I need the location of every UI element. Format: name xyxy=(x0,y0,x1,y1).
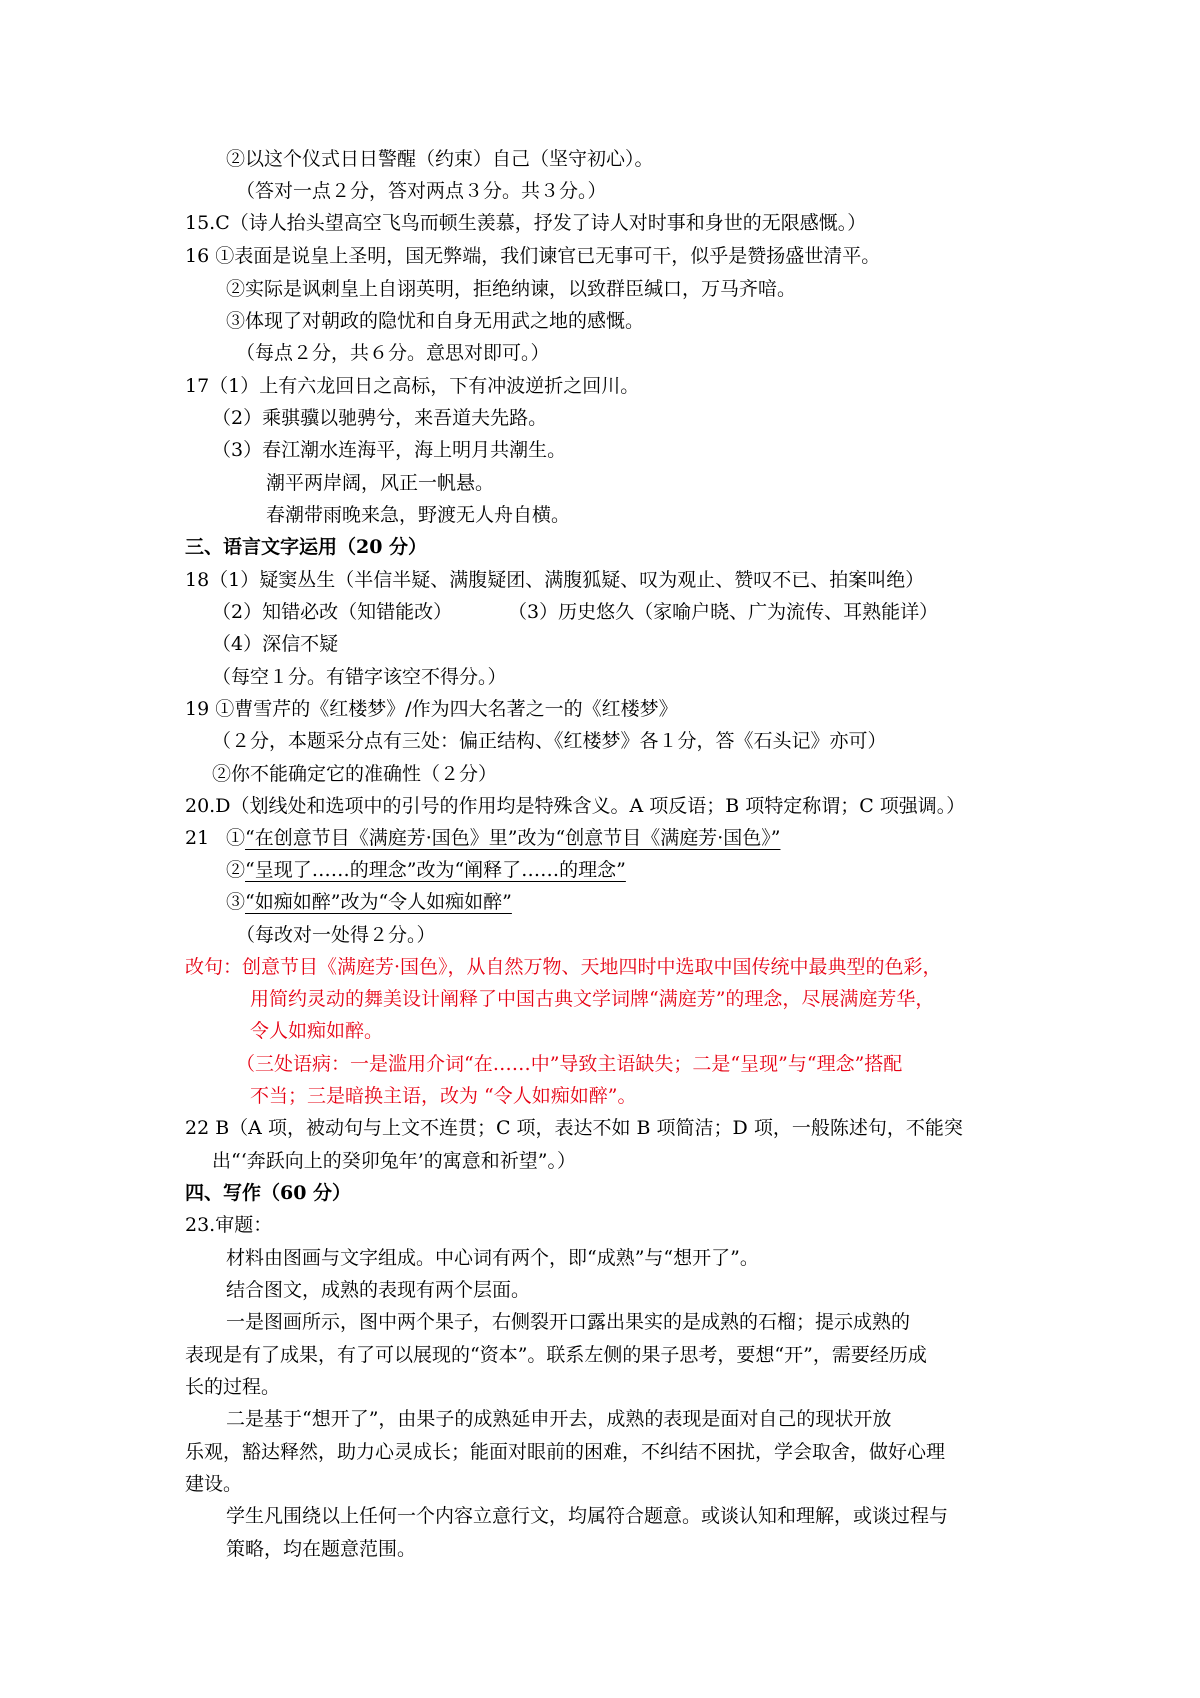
q23-paragraph-4-line-3: 建设。 xyxy=(185,1473,243,1495)
q21-scoring-note: （每改对一处得２分。） xyxy=(236,924,436,946)
q19-point-2: ②你不能确定它的准确性（２分） xyxy=(212,763,498,785)
q21-fix-3-text: “如痴如醉”改为“令人如痴如醉” xyxy=(245,891,512,913)
q23-paragraph-4-line-2: 乐观，豁达释然，助力心灵成长；能面对眼前的困难，不纠结不困扰，学会取舍，做好心理 xyxy=(185,1441,946,1463)
q21-revised-line-2: 用简约灵动的舞美设计阐释了中国古典文学词牌“满庭芳”的理念，尽展满庭芳华， xyxy=(250,988,935,1010)
q19-point-1: 19 ①曹雪芹的《红楼梦》/作为四大名著之一的《红楼梦》 xyxy=(185,698,678,720)
q16-point-1: 16 ①表面是说皇上圣明，国无弊端，我们谏官已无事可干，似乎是赞扬盛世清平。 xyxy=(185,245,881,267)
section-4-heading: 四、写作（60 分） xyxy=(185,1182,352,1204)
q23-paragraph-5-line-1: 学生凡围绕以上任何一个内容立意行文，均属符合题意。或谈认知和理解，或谈过程与 xyxy=(226,1505,949,1527)
q20-answer: 20.D（划线处和选项中的引号的作用均是特殊含义。A 项反语；B 项特定称谓；C 项强调。） xyxy=(185,795,966,817)
q18-item-2: （2）知错必改（知错能改） xyxy=(212,601,453,623)
q23-paragraph-1: 材料由图画与文字组成。中心词有两个，即“成熟”与“想开了”。 xyxy=(226,1247,759,1269)
q21-errors-line-2: 不当；三是暗换主语，改为 “令人如痴如醉”。 xyxy=(250,1085,637,1107)
q21-fix-2 xyxy=(226,861,626,880)
q23-paragraph-4-line-1: 二是基于“想开了”，由果子的成熟延申开去，成熟的表现是面对自己的现状开放 xyxy=(226,1408,892,1430)
q23-paragraph-3-line-3: 长的过程。 xyxy=(185,1376,281,1398)
q21-fix-3-number: ③ xyxy=(226,891,246,913)
q23-paragraph-3-line-2: 表现是有了成果，有了可以展现的“资本”。联系左侧的果子思考，要想“开”，需要经历成 xyxy=(185,1344,927,1366)
q16-point-2: ②实际是讽刺皇上自诩英明，拒绝纳谏，以致群臣缄口，万马齐喑。 xyxy=(226,278,797,300)
q17-item-3-alt-1: 潮平两岸阔，风正一帆悬。 xyxy=(266,472,495,494)
q17-item-3: （3）春江潮水连海平，海上明月共潮生。 xyxy=(212,439,567,461)
section-3-heading: 三、语言文字运用（20 分） xyxy=(185,536,428,558)
q21-number: 21 xyxy=(185,827,210,849)
q21-fix-2-number: ② xyxy=(226,859,246,881)
q22-line-2: 出“‘奔跃向上的癸卯兔年’的寓意和祈望”。） xyxy=(212,1150,577,1172)
q23-title: 23.审题： xyxy=(185,1214,273,1236)
q18-scoring-note: （每空１分。有错字该空不得分。） xyxy=(212,666,507,688)
q16-scoring-note: （每点２分，共６分。意思对即可。） xyxy=(236,342,550,364)
q21-fix-1 xyxy=(226,829,780,848)
q15-answer: 15.C（诗人抬头望高空飞鸟而顿生羡慕，抒发了诗人对时事和身世的无限感慨。） xyxy=(185,212,867,234)
q21-fix-1-number: ① xyxy=(226,827,246,849)
q17-item-1: 17（1）上有六龙回日之高标，下有冲波逆折之回川。 xyxy=(185,375,640,397)
q14-point-2: ②以这个仪式日日警醒（约束）自己（坚守初心）。 xyxy=(226,148,654,170)
q19-point-1-scoring: （２分，本题采分点有三处：偏正结构、《红楼梦》各１分，答《石头记》亦可） xyxy=(212,730,887,752)
q14-scoring-note: （答对一点２分，答对两点３分。共３分。） xyxy=(236,180,607,202)
q21-errors-line-1: （三处语病：一是滥用介词“在……中”导致主语缺失；二是“呈现”与“理念”搭配 xyxy=(236,1053,903,1075)
q23-paragraph-5-line-2: 策略，均在题意范围。 xyxy=(226,1538,417,1560)
q18-item-1: 18（1）疑窦丛生（半信半疑、满腹疑团、满腹狐疑、叹为观止、赞叹不已、拍案叫绝） xyxy=(185,569,925,591)
q23-paragraph-2: 结合图文，成熟的表现有两个层面。 xyxy=(226,1279,531,1301)
q21-fix-3 xyxy=(226,893,512,912)
q16-point-3: ③体现了对朝政的隐忧和自身无用武之地的感慨。 xyxy=(226,310,645,332)
q17-item-3-alt-2: 春潮带雨晚来急，野渡无人舟自横。 xyxy=(266,504,571,526)
q17-item-2: （2）乘骐骥以驰骋兮，来吾道夫先路。 xyxy=(212,407,548,429)
q23-paragraph-3-line-1: 一是图画所示，图中两个果子，右侧裂开口露出果实的是成熟的石榴；提示成熟的 xyxy=(226,1311,911,1333)
q22-line-1: 22 B（A 项，被动句与上文不连贯；C 项，表达不如 B 项简洁；D 项，一般陈述句，不能突 xyxy=(185,1117,963,1139)
q21-fix-2-text: “呈现了……的理念”改为“阐释了……的理念” xyxy=(245,859,626,881)
q21-revised-line-1: 改句：创意节目《满庭芳·国色》，从自然万物、天地四时中选取中国传统中最典型的色彩， xyxy=(185,956,942,978)
q21-fix-1-text: “在创意节目《满庭芳·国色》里”改为“创意节目《满庭芳·国色》” xyxy=(245,827,781,849)
q21-revised-line-3: 令人如痴如醉。 xyxy=(250,1020,384,1042)
q18-item-4: （4）深信不疑 xyxy=(212,633,339,655)
q18-item-3: （3）历史悠久（家喻户晓、广为流传、耳熟能详） xyxy=(508,601,939,623)
